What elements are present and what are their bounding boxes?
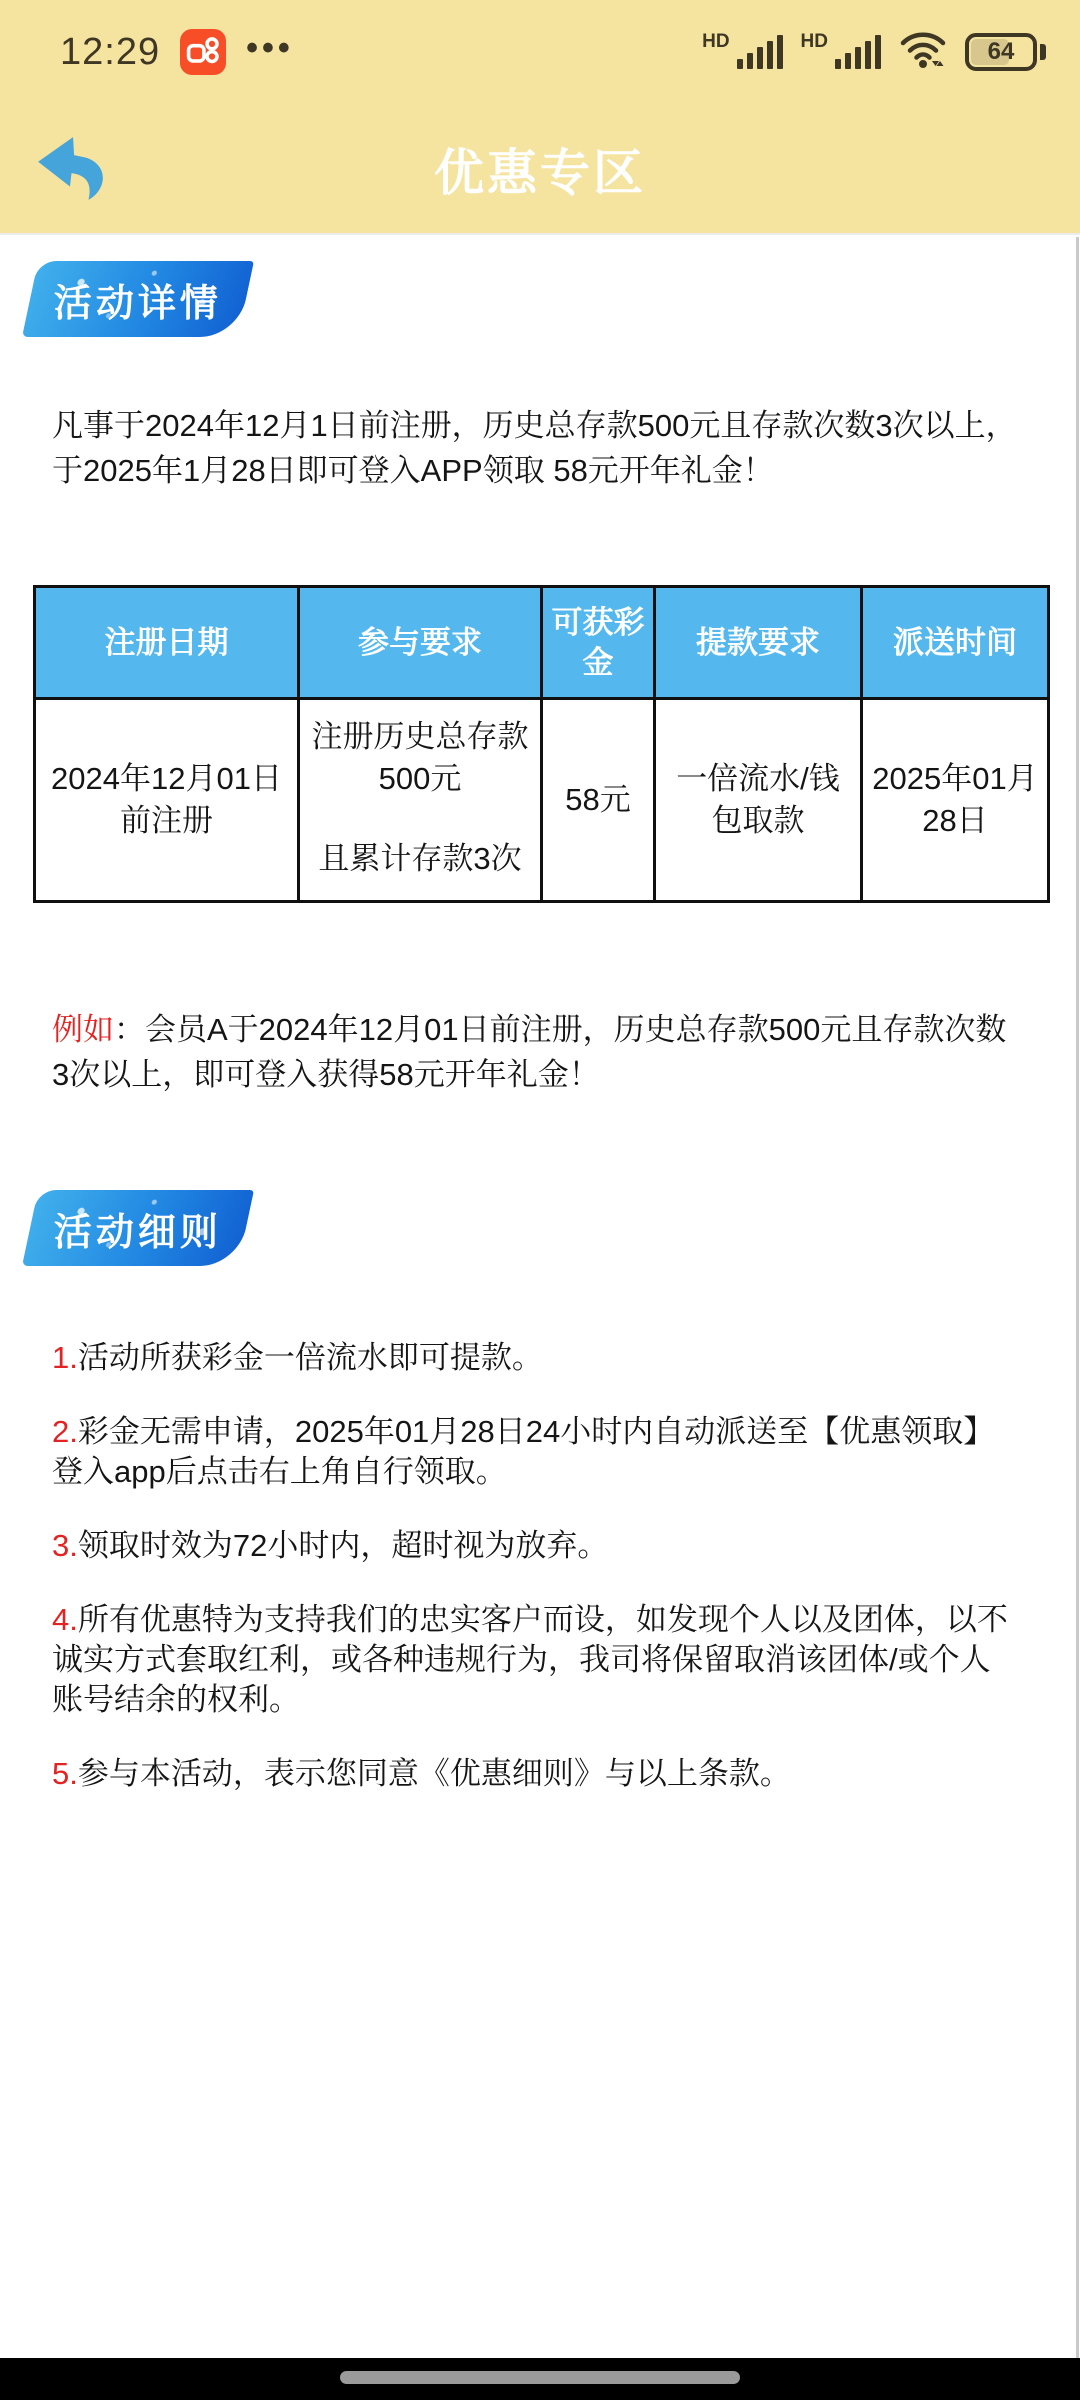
hd-volte-label: HD	[702, 31, 730, 52]
rule-number: 2.	[52, 1414, 78, 1449]
section-badge-details	[22, 261, 254, 337]
table-header-row	[35, 587, 1049, 699]
rule-number: 4.	[52, 1602, 78, 1637]
section-badge-rules	[22, 1190, 254, 1266]
rule-item-2: 2.彩金无需申请，2025年01月28日24小时内自动派送至【优惠领取】 登入app后点击右上角自行领取。	[52, 1414, 995, 1489]
status-bar	[0, 0, 1080, 88]
home-indicator[interactable]	[340, 2371, 740, 2384]
rule-number: 3.	[52, 1528, 78, 1563]
col-header-requirement: 参与要求	[299, 587, 542, 699]
rule-number: 5.	[52, 1756, 78, 1791]
col-header-withdrawal: 提款要求	[655, 587, 862, 699]
page-title: 优惠专区	[434, 144, 646, 201]
col-header-delivery: 派送时间	[862, 587, 1049, 699]
cell-reg-date: 2024年12月01日前注册	[35, 699, 299, 902]
hd-volte-label-2: HD	[800, 31, 828, 52]
section-badge-details-label: 活动详情	[53, 282, 222, 325]
cell-requirement: 注册历史总存款500元 且累计存款3次	[299, 699, 542, 902]
promo-table	[33, 585, 1050, 903]
rule-number: 1.	[52, 1340, 78, 1375]
battery-icon	[965, 33, 1046, 71]
signal-sim2-icon	[800, 31, 881, 69]
promo-content	[0, 235, 1080, 1794]
back-arrow-icon	[34, 135, 108, 203]
back-button[interactable]	[34, 135, 108, 203]
table-row	[35, 699, 1049, 902]
scrollbar[interactable]	[1076, 237, 1079, 2358]
battery-percent: 64	[987, 38, 1015, 65]
rule-item-3: 3.领取时效为72小时内，超时视为放弃。	[52, 1528, 609, 1563]
video-camera-icon	[185, 34, 221, 70]
nav-bar	[0, 88, 1080, 249]
rule-item-4: 4.所有优惠特为支持我们的忠实客户而设，如发现个人以及团体，以不 诚实方式套取红利，或各种违规行为，我司将保留取消该团体/或个人 账号结余的权利。	[52, 1602, 1008, 1717]
rules-list	[52, 1338, 1034, 1794]
clock: 12:29	[60, 30, 161, 73]
example-text: 例如：会员A于2024年12月01日前注册，历史总存款500元且存款次数 3次以上，即可登入获得58元开年礼金！	[52, 1012, 1007, 1092]
notification-dots-icon: •••	[246, 28, 294, 67]
cell-withdrawal: 一倍流水/钱包取款	[655, 699, 862, 902]
kuaishou-app-icon	[180, 29, 226, 75]
col-header-bonus: 可获彩金	[542, 587, 655, 699]
rule-item-1: 1.活动所获彩金一倍流水即可提款。	[52, 1340, 543, 1375]
cell-bonus: 58元	[542, 699, 655, 902]
signal-sim1-icon	[702, 31, 782, 69]
rule-item-5: 5.参与本活动，表示您同意《优惠细则》与以上条款。	[52, 1756, 791, 1791]
wifi-icon	[899, 29, 947, 76]
example-label: 例如	[52, 1012, 114, 1047]
header-area	[0, 0, 1080, 235]
cell-delivery: 2025年01月28日	[862, 699, 1049, 902]
gesture-bar-area	[0, 2358, 1080, 2400]
col-header-reg-date: 注册日期	[35, 587, 299, 699]
promo-intro-text: 凡事于2024年12月1日前注册，历史总存款500元且存款次数3次以上， 于2025年1月28日即可登入APP领取 58元开年礼金！	[52, 408, 1017, 488]
section-badge-rules-label: 活动细则	[53, 1211, 222, 1254]
